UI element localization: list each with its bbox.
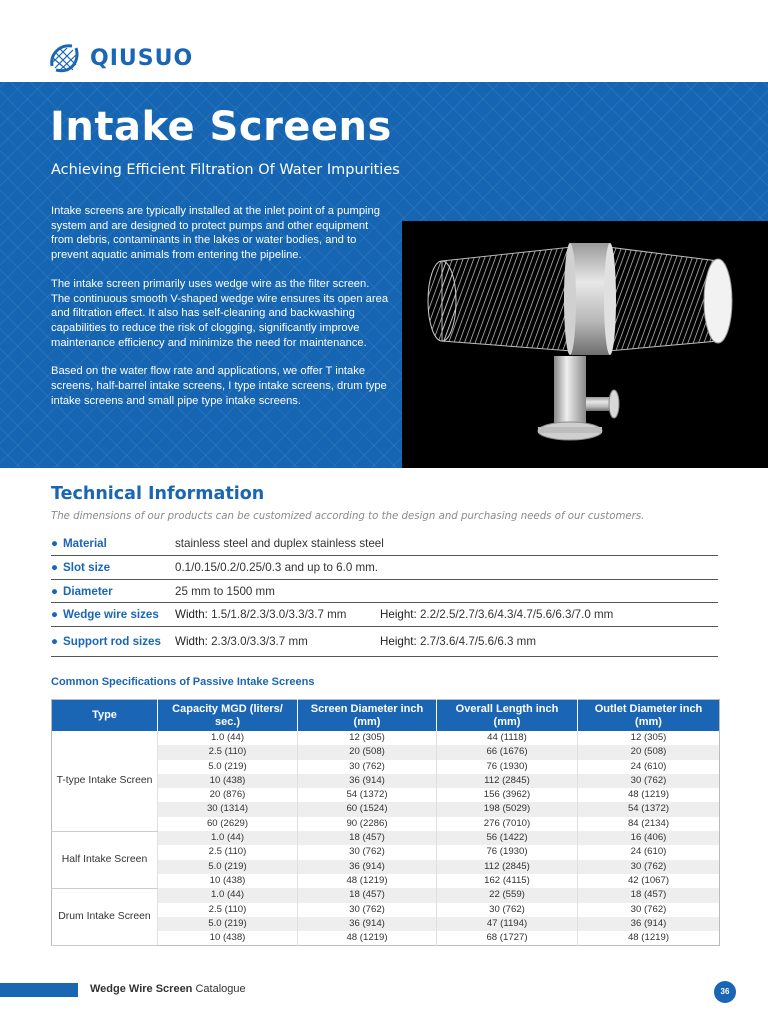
spec-label: Material (63, 537, 107, 550)
table-cell: 76 (1930) (437, 845, 578, 859)
spec-label: Wedge wire sizes (63, 608, 159, 621)
table-cell: 36 (914) (298, 917, 437, 931)
hero-banner (0, 82, 768, 468)
table-row (52, 831, 720, 845)
table-cell: 18 (457) (578, 888, 720, 902)
product-photo (402, 221, 768, 468)
table-cell: 276 (7010) (437, 817, 578, 831)
table-row (52, 888, 720, 902)
table-cell: 60 (1524) (298, 802, 437, 816)
table-cell: 18 (457) (298, 888, 437, 902)
spec-label: Diameter (63, 585, 113, 598)
bullet-dot-icon: ● (51, 561, 59, 574)
width-label: Width: (175, 635, 208, 648)
intro-paragraph: Intake screens are typically installed at the inlet point of a pumping system and are designed to protect pumps and other equipment from debris, contaminants in the lakes or water bodies, and to prevent aquatic animals from entering the pipeline. (51, 205, 380, 262)
table-cell: 48 (1219) (627, 932, 670, 944)
table-cell: 47 (1194) (437, 917, 578, 931)
bullet-dot-icon: ● (51, 608, 59, 621)
width-value: 2.3/3.0/3.3/3.7 mm (211, 635, 308, 648)
spec-row-wedge-wire-sizes (51, 603, 718, 626)
table-cell: 112 (2845) (437, 860, 578, 874)
table-cell: 10 (438) (158, 874, 298, 888)
bullet-dot-icon: ● (51, 585, 59, 598)
table-cell: 24 (610) (630, 760, 667, 772)
spec-table (51, 699, 720, 946)
qiusuo-net-logo-icon (46, 40, 82, 76)
table-cell: 198 (5029) (437, 802, 578, 816)
spec-row-diameter (51, 580, 718, 603)
table-cell: 42 (1067) (627, 874, 670, 886)
footer-rest: Catalogue (192, 983, 246, 995)
table-cell: 20 (508) (578, 745, 720, 759)
height-value: 2.7/3.6/4.7/5.6/6.3 mm (419, 635, 536, 648)
footer-bold: Wedge Wire Screen (90, 983, 193, 995)
table-cell: 68 (1727) (437, 931, 578, 946)
table-row (52, 731, 720, 745)
table-cell: 44 (1118) (437, 731, 578, 745)
table-cell: 2.5 (110) (158, 845, 298, 859)
table-cell: 2.5 (110) (158, 745, 298, 759)
table-body (52, 731, 720, 946)
table-cell: 66 (1676) (437, 745, 578, 759)
spec-row-support-rod-sizes (51, 630, 718, 653)
table-cell: 36 (914) (578, 917, 720, 931)
bullet-dot-icon: ● (51, 635, 59, 648)
table-cell: 48 (1219) (627, 789, 670, 801)
table-cell: 36 (914) (298, 774, 437, 788)
spec-label: Slot size (63, 561, 111, 574)
section-title-technical: Technical Information (51, 484, 265, 504)
table-cell: 30 (762) (298, 845, 437, 859)
table-cell: 1.0 (44) (158, 831, 298, 845)
width-label: Width: (175, 608, 208, 621)
column-header: Outlet Diameter inch (mm) (578, 700, 720, 732)
table-cell: 22 (559) (437, 888, 578, 902)
table-cell: 54 (1372) (578, 802, 720, 816)
table-cell: 156 (3962) (437, 788, 578, 802)
table-cell: 36 (914) (298, 860, 437, 874)
section-subtitle-technical: The dimensions of our products can be customized according to the design and purchasing needs of our customers. (51, 511, 645, 522)
page-title: Intake Screens (50, 104, 392, 150)
divider (51, 656, 718, 657)
brand-logo (46, 38, 193, 78)
height-value: 2.2/2.5/2.7/3.6/4.3/4.7/5.6/6.3/7.0 mm (419, 608, 614, 621)
table-cell: 84 (2134) (627, 817, 670, 829)
brand-name: QIUSUO (90, 45, 194, 71)
table-cell: 1.0 (44) (158, 731, 298, 745)
spec-value: 0.1/0.15/0.2/0.25/0.3 and up to 6.0 mm. (175, 561, 379, 574)
table-cell: 1.0 (44) (158, 888, 298, 902)
table-cell: 10 (438) (158, 931, 298, 946)
table-cell: 20 (508) (298, 745, 437, 759)
table-cell: 60 (2629) (158, 817, 298, 831)
table-cell: 5.0 (219) (158, 860, 298, 874)
table-cell: 56 (1422) (437, 831, 578, 845)
bullet-dot-icon: ● (51, 537, 59, 550)
table-cell: 5.0 (219) (158, 917, 298, 931)
table-cell: 162 (4115) (437, 874, 578, 888)
spec-row-material (51, 532, 718, 555)
intro-paragraph: The intake screen primarily uses wedge wire as the filter screen. The continuous smooth V-shaped wedge wire ensures its open area and filtration effect. It also has self-cleaning and backwashing capabilities to reduce the risk of clogging, significantly improve maintenance efficiency and minimize the need for maintenance. (51, 277, 389, 349)
table-cell: 18 (457) (298, 831, 437, 845)
height-label: Height: (380, 635, 417, 648)
table-cell: 30 (1314) (158, 802, 298, 816)
table-cell: 30 (762) (298, 903, 437, 917)
intake-screen-illustration (402, 221, 768, 468)
table-cell: 30 (762) (630, 903, 667, 915)
footer-accent-bar (0, 983, 78, 997)
table-cell: 10 (438) (158, 774, 298, 788)
table-cell: 20 (876) (158, 788, 298, 802)
spec-row-slot-size (51, 556, 718, 579)
table-cell: 12 (305) (298, 731, 437, 745)
type-cell: Drum Intake Screen (52, 888, 158, 946)
column-header: Type (52, 700, 158, 732)
table-cell: 16 (406) (578, 831, 720, 845)
table-cell: 54 (1372) (298, 788, 437, 802)
column-header: Screen Diameter inch (mm) (298, 700, 437, 732)
table-cell: 30 (762) (437, 903, 578, 917)
type-cell: Half Intake Screen (52, 831, 158, 888)
table-cell: 30 (762) (578, 860, 720, 874)
table-cell: 30 (762) (298, 760, 437, 774)
divider (51, 626, 718, 627)
spec-value: stainless steel and duplex stainless steel (175, 537, 384, 550)
table-cell: 48 (1219) (298, 874, 437, 888)
table-cell: 12 (305) (630, 732, 667, 743)
column-header: Overall Length inch (mm) (437, 700, 578, 732)
table-header (52, 700, 720, 732)
type-cell: T-type Intake Screen (52, 731, 158, 831)
page-number: 36 (714, 981, 736, 1003)
spec-value: 25 mm to 1500 mm (175, 585, 275, 598)
table-cell: 48 (1219) (298, 931, 437, 946)
table-cell: 30 (762) (578, 774, 720, 788)
table-cell: 112 (2845) (437, 774, 578, 788)
intro-paragraph: Based on the water flow rate and applications, we offer T intake screens, half-barrel intake screens, I type intake screens, drum type intake screens and small pipe type intake screens. (51, 365, 387, 407)
page-subtitle: Achieving Efficient Filtration Of Water Impurities (51, 162, 400, 178)
intro-text (51, 204, 391, 422)
table-cell: 5.0 (219) (158, 760, 298, 774)
spec-label: Support rod sizes (63, 635, 161, 648)
table-cell: 2.5 (110) (158, 903, 298, 917)
width-value: 1.5/1.8/2.3/3.0/3.3/3.7 mm (211, 608, 347, 621)
footer-catalogue-label (90, 983, 246, 995)
table-cell: 90 (2286) (298, 817, 437, 831)
column-header: Capacity MGD (liters/ sec.) (158, 700, 298, 732)
table-title: Common Specifications of Passive Intake Screens (51, 676, 315, 688)
height-label: Height: (380, 608, 417, 621)
table-cell: 24 (610) (630, 846, 667, 858)
table-cell: 76 (1930) (437, 760, 578, 774)
